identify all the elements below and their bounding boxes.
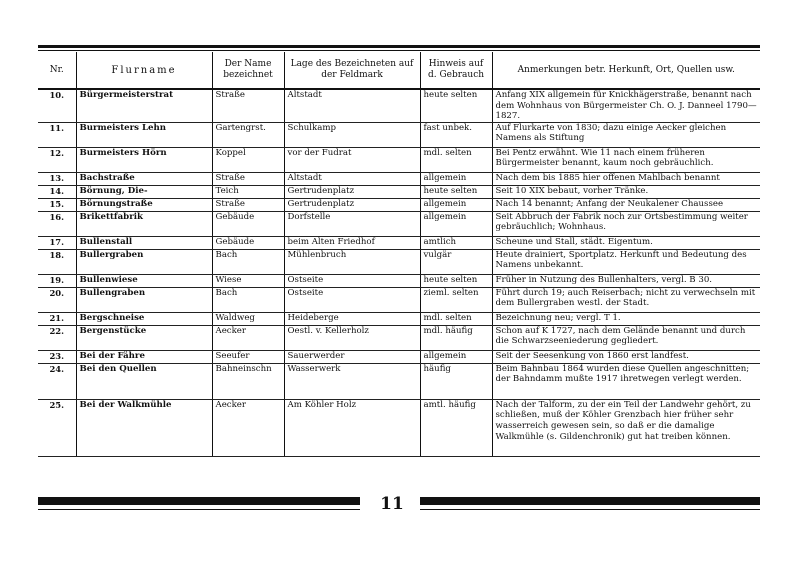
top-rule-thick — [38, 45, 760, 48]
row-hinweis: heute selten — [420, 274, 492, 287]
row-anmerkungen: Nach der Talform, zu der ein Teil der Landwehr gehört, zu schließen, muß der Köhler Grenzbach hier früher sehr wasserreich gewesen sein, so daß er die damalige Walkmühle (s. Gildenchronik) gut hat treiben können. — [492, 399, 760, 456]
row-hinweis: mdl. häufig — [420, 325, 492, 350]
table-row — [38, 325, 760, 350]
row-lage: Gertrudenplatz — [284, 198, 420, 211]
row-anmerkungen: Bei Pentz erwähnt. Wie 11 nach einem früheren Bürgermeister benannt, kaum noch gebräuchlich. — [492, 147, 760, 172]
row-flurname: Bei der Fähre — [76, 350, 212, 363]
row-hinweis: vulgär — [420, 249, 492, 274]
row-bezeichnet: Aecker — [212, 399, 284, 456]
row-anmerkungen: Seit der Seesenkung von 1860 erst landfest. — [492, 350, 760, 363]
table-row — [38, 147, 760, 172]
row-lage: Oestl. v. Kellerholz — [284, 325, 420, 350]
row-bezeichnet: Straße — [212, 89, 284, 122]
row-anmerkungen: Beim Bahnbau 1864 wurden diese Quellen angeschnitten; der Bahndamm mußte 1917 ihretwegen verlegt werden. — [492, 363, 760, 399]
row-bezeichnet: Teich — [212, 185, 284, 198]
row-lage: beim Alten Friedhof — [284, 236, 420, 249]
row-lage: vor der Fudrat — [284, 147, 420, 172]
row-nr: 10. — [38, 89, 76, 122]
row-bezeichnet: Gebäude — [212, 236, 284, 249]
field-name-table — [38, 52, 760, 457]
row-flurname: Bachstraße — [76, 172, 212, 185]
bottom-thin-rule-left — [38, 509, 360, 510]
row-anmerkungen: Seit 10 XIX bebaut, vorher Tränke. — [492, 185, 760, 198]
row-hinweis: häufig — [420, 363, 492, 399]
row-anmerkungen: Nach dem bis 1885 hier offenen Mahlbach benannt — [492, 172, 760, 185]
row-flurname: Bei den Quellen — [76, 363, 212, 399]
row-flurname: Brikettfabrik — [76, 211, 212, 236]
row-anmerkungen: Bezeichnung neu; vergl. T 1. — [492, 312, 760, 325]
row-lage: Wasserwerk — [284, 363, 420, 399]
table-row — [38, 89, 760, 122]
row-hinweis: amtl. häufig — [420, 399, 492, 456]
table-row — [38, 172, 760, 185]
header-nr: Nr. — [38, 52, 76, 89]
row-lage: Altstadt — [284, 89, 420, 122]
row-bezeichnet: Straße — [212, 172, 284, 185]
row-anmerkungen: Schon auf K 1727, nach dem Gelände benannt und durch die Schwarzseeniederung gegliedert. — [492, 325, 760, 350]
table-row — [38, 198, 760, 211]
row-anmerkungen: Führt durch 19; auch Reiserbach; nicht zu verwechseln mit dem Bullergraben westl. der Stadt. — [492, 287, 760, 312]
row-bezeichnet: Gartengrst. — [212, 122, 284, 147]
row-bezeichnet: Waldweg — [212, 312, 284, 325]
row-flurname: Bullenwiese — [76, 274, 212, 287]
table-row — [38, 249, 760, 274]
header-name-bezeichnet: Der Name bezeichnet — [212, 52, 284, 89]
row-flurname: Burmeisters Hörn — [76, 147, 212, 172]
row-anmerkungen: Anfang XIX allgemein für Knickhägerstraße, benannt nach dem Wohnhaus von Bürgermeister Ch. O. J. Danneel 1790—1827. — [492, 89, 760, 122]
row-nr: 14. — [38, 185, 76, 198]
row-lage: Mühlenbruch — [284, 249, 420, 274]
table-row — [38, 185, 760, 198]
row-hinweis: zieml. selten — [420, 287, 492, 312]
row-nr: 21. — [38, 312, 76, 325]
table-row — [38, 287, 760, 312]
table-row — [38, 236, 760, 249]
row-lage: Altstadt — [284, 172, 420, 185]
bottom-thin-rule-right — [420, 509, 760, 510]
row-hinweis: amtlich — [420, 236, 492, 249]
row-hinweis: allgemein — [420, 211, 492, 236]
row-lage: Schulkamp — [284, 122, 420, 147]
row-bezeichnet: Seeufer — [212, 350, 284, 363]
row-lage: Dorfstelle — [284, 211, 420, 236]
row-hinweis: heute selten — [420, 185, 492, 198]
row-flurname: Börnung, Die- — [76, 185, 212, 198]
row-bezeichnet: Aecker — [212, 325, 284, 350]
row-anmerkungen: Nach 14 benannt; Anfang der Neukalener Chaussee — [492, 198, 760, 211]
row-hinweis: mdl. selten — [420, 312, 492, 325]
bottom-rule-left — [38, 497, 360, 505]
header-hinweis: Hinweis auf d. Gebrauch — [420, 52, 492, 89]
row-lage: Ostseite — [284, 287, 420, 312]
row-nr: 19. — [38, 274, 76, 287]
header-flurname: Flurname — [76, 52, 212, 89]
row-flurname: Bullenstall — [76, 236, 212, 249]
page-number: 11 — [380, 494, 404, 514]
row-anmerkungen: Früher in Nutzung des Bullenhalters, vergl. B 30. — [492, 274, 760, 287]
row-nr: 12. — [38, 147, 76, 172]
row-hinweis: mdl. selten — [420, 147, 492, 172]
table-header-row — [38, 52, 760, 89]
table-row — [38, 363, 760, 399]
table-row — [38, 211, 760, 236]
row-flurname: Burmeisters Lehn — [76, 122, 212, 147]
row-hinweis: allgemein — [420, 198, 492, 211]
row-flurname: Bürgermeisterstrat — [76, 89, 212, 122]
row-hinweis: allgemein — [420, 350, 492, 363]
table-row — [38, 122, 760, 147]
row-flurname: Bullergraben — [76, 249, 212, 274]
table-row — [38, 312, 760, 325]
row-nr: 23. — [38, 350, 76, 363]
row-nr: 22. — [38, 325, 76, 350]
row-hinweis: allgemein — [420, 172, 492, 185]
row-lage: Ostseite — [284, 274, 420, 287]
row-lage: Heideberge — [284, 312, 420, 325]
row-nr: 24. — [38, 363, 76, 399]
row-anmerkungen: Scheune und Stall, städt. Eigentum. — [492, 236, 760, 249]
row-nr: 25. — [38, 399, 76, 456]
row-hinweis: heute selten — [420, 89, 492, 122]
header-anmerkungen: Anmerkungen betr. Herkunft, Ort, Quellen usw. — [492, 52, 760, 89]
table-row — [38, 350, 760, 363]
row-bezeichnet: Straße — [212, 198, 284, 211]
row-nr: 16. — [38, 211, 76, 236]
row-lage: Am Köhler Holz — [284, 399, 420, 456]
row-lage: Gertrudenplatz — [284, 185, 420, 198]
table-row — [38, 399, 760, 456]
top-rule-thin — [38, 50, 760, 51]
row-nr: 18. — [38, 249, 76, 274]
table-row — [38, 274, 760, 287]
row-bezeichnet: Bahneinschn — [212, 363, 284, 399]
row-anmerkungen: Seit Abbruch der Fabrik noch zur Ortsbestimmung weiter gebräuchlich; Wohnhaus. — [492, 211, 760, 236]
row-flurname: Bei der Walkmühle — [76, 399, 212, 456]
row-hinweis: fast unbek. — [420, 122, 492, 147]
row-nr: 20. — [38, 287, 76, 312]
row-bezeichnet: Gebäude — [212, 211, 284, 236]
row-lage: Sauerwerder — [284, 350, 420, 363]
row-flurname: Bergschneise — [76, 312, 212, 325]
row-nr: 17. — [38, 236, 76, 249]
row-anmerkungen: Heute drainiert, Sportplatz. Herkunft und Bedeutung des Namens unbekannt. — [492, 249, 760, 274]
row-nr: 15. — [38, 198, 76, 211]
row-bezeichnet: Koppel — [212, 147, 284, 172]
row-flurname: Bullengraben — [76, 287, 212, 312]
header-lage: Lage des Bezeichneten auf der Feldmark — [284, 52, 420, 89]
bottom-rule-right — [420, 497, 760, 505]
row-anmerkungen: Auf Flurkarte von 1830; dazu einige Aecker gleichen Namens als Stiftung — [492, 122, 760, 147]
row-nr: 13. — [38, 172, 76, 185]
row-flurname: Börnungstraße — [76, 198, 212, 211]
row-flurname: Bergenstücke — [76, 325, 212, 350]
row-bezeichnet: Wiese — [212, 274, 284, 287]
row-nr: 11. — [38, 122, 76, 147]
row-bezeichnet: Bach — [212, 249, 284, 274]
row-bezeichnet: Bach — [212, 287, 284, 312]
